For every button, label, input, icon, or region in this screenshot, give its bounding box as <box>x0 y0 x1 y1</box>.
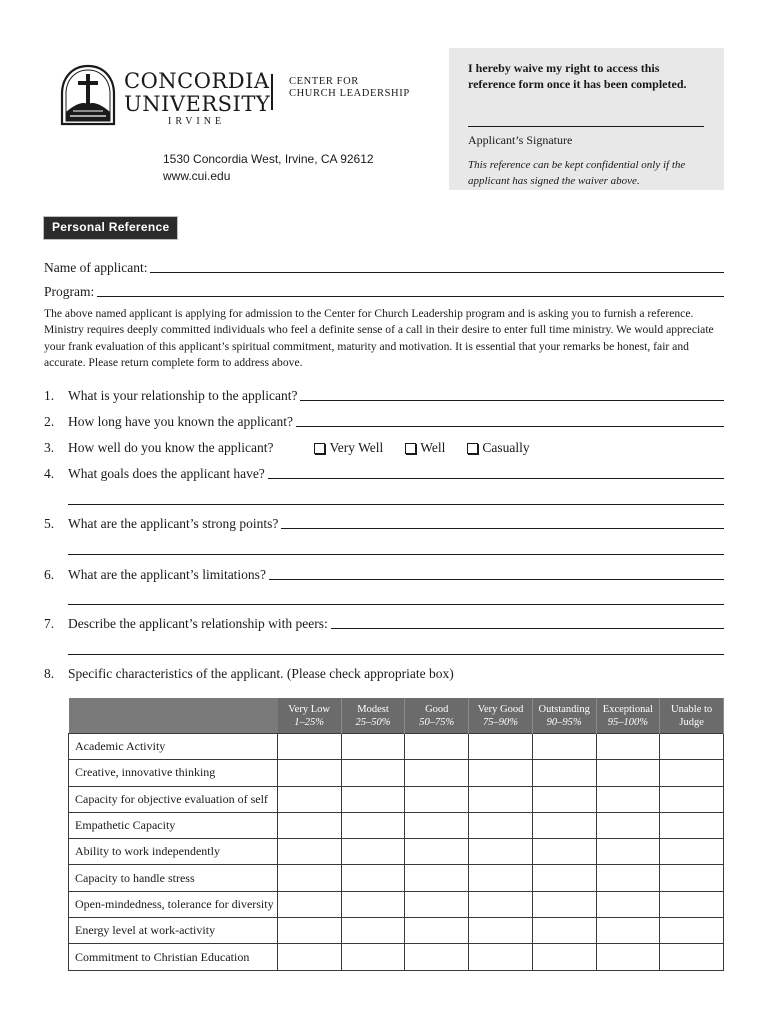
rating-cell[interactable] <box>596 760 660 786</box>
program-input-line[interactable] <box>97 284 724 297</box>
question-number: 6. <box>44 567 55 582</box>
option-label: Well <box>420 440 446 455</box>
rating-cell[interactable] <box>532 918 596 944</box>
rating-cell[interactable] <box>405 918 469 944</box>
signature-line[interactable] <box>468 126 704 127</box>
address-block <box>163 151 374 185</box>
question-7 <box>44 616 724 632</box>
question-text: What is your relationship to the applicant? <box>68 388 298 403</box>
rating-cell[interactable] <box>532 891 596 917</box>
rating-cell[interactable] <box>278 891 342 917</box>
signature-label: Applicant’s Signature <box>468 133 573 147</box>
answer-line-continued[interactable] <box>68 603 724 605</box>
question-text: What are the applicant’s limitations? <box>68 567 266 582</box>
table-row <box>69 944 724 970</box>
university-line1: CONCORDIA <box>124 69 270 93</box>
rating-cell[interactable] <box>596 891 660 917</box>
rating-cell[interactable] <box>532 944 596 970</box>
name-label: Name of applicant: <box>44 260 148 275</box>
rating-cell[interactable] <box>405 786 469 812</box>
rating-cell[interactable] <box>469 918 533 944</box>
rating-cell[interactable] <box>469 786 533 812</box>
row-label: Academic Activity <box>69 734 278 760</box>
rating-cell[interactable] <box>469 734 533 760</box>
question-2 <box>44 414 724 430</box>
checkbox-icon[interactable] <box>467 443 478 454</box>
option-very-well[interactable] <box>314 440 383 456</box>
answer-line[interactable] <box>269 567 724 580</box>
rating-cell[interactable] <box>532 786 596 812</box>
answer-line-continued[interactable] <box>68 503 724 505</box>
rating-cell[interactable] <box>278 760 342 786</box>
table-header-row <box>69 698 724 734</box>
column-header: Unable to Judge <box>660 698 724 734</box>
answer-line[interactable] <box>300 388 724 401</box>
rating-cell[interactable] <box>341 891 405 917</box>
section-tag: Personal Reference <box>44 217 177 239</box>
rating-cell[interactable] <box>278 839 342 865</box>
column-header: Good 50–75% <box>405 698 469 734</box>
rating-cell[interactable] <box>469 812 533 838</box>
rating-cell[interactable] <box>660 786 724 812</box>
rating-cell[interactable] <box>278 812 342 838</box>
row-label: Creative, innovative thinking <box>69 760 278 786</box>
rating-cell[interactable] <box>341 734 405 760</box>
rating-cell[interactable] <box>405 944 469 970</box>
name-field <box>44 260 724 276</box>
rating-cell[interactable] <box>341 944 405 970</box>
rating-cell[interactable] <box>405 734 469 760</box>
rating-cell[interactable] <box>596 812 660 838</box>
rating-cell[interactable] <box>532 760 596 786</box>
rating-cell[interactable] <box>532 734 596 760</box>
row-label: Ability to work independently <box>69 839 278 865</box>
table-row <box>69 734 724 760</box>
table-row <box>69 786 724 812</box>
rating-cell[interactable] <box>405 891 469 917</box>
question-number: 8. <box>44 666 55 681</box>
answer-line[interactable] <box>331 616 724 629</box>
rating-cell[interactable] <box>596 918 660 944</box>
rating-cell[interactable] <box>660 865 724 891</box>
website-link[interactable]: www.cui.edu <box>163 169 231 183</box>
question-number: 2. <box>44 414 55 429</box>
rating-cell[interactable] <box>660 944 724 970</box>
center-name <box>289 76 410 100</box>
rating-cell[interactable] <box>278 734 342 760</box>
question-text: What are the applicant’s strong points? <box>68 516 279 531</box>
ratings-table <box>68 698 724 971</box>
rating-cell[interactable] <box>278 865 342 891</box>
table-row <box>69 891 724 917</box>
rating-cell[interactable] <box>660 812 724 838</box>
row-label: Open-mindedness, tolerance for diversity <box>69 891 278 917</box>
question-8 <box>44 666 724 682</box>
answer-line-continued[interactable] <box>68 553 724 555</box>
row-label: Commitment to Christian Education <box>69 944 278 970</box>
rating-cell[interactable] <box>341 812 405 838</box>
program-field <box>44 284 724 300</box>
question-4 <box>44 466 724 482</box>
rating-cell[interactable] <box>469 891 533 917</box>
question-3 <box>44 440 724 456</box>
rating-cell[interactable] <box>596 734 660 760</box>
option-label: Casually <box>482 440 530 455</box>
rating-cell[interactable] <box>405 865 469 891</box>
answer-line[interactable] <box>296 414 724 427</box>
rating-cell[interactable] <box>660 839 724 865</box>
university-name <box>124 70 270 116</box>
question-6 <box>44 567 724 583</box>
rating-cell[interactable] <box>469 839 533 865</box>
question-text: What goals does the applicant have? <box>68 466 265 481</box>
waiver-box <box>449 48 724 190</box>
center-line2: CHURCH LEADERSHIP <box>289 88 410 99</box>
rating-cell[interactable] <box>341 918 405 944</box>
column-header: Outstanding 90–95% <box>532 698 596 734</box>
table-row <box>69 918 724 944</box>
rating-cell[interactable] <box>596 944 660 970</box>
rating-cell[interactable] <box>341 786 405 812</box>
option-casually[interactable] <box>467 440 529 456</box>
row-label: Empathetic Capacity <box>69 812 278 838</box>
concordia-logo-icon <box>58 64 118 126</box>
question-text: How well do you know the applicant? <box>68 440 274 455</box>
table-row <box>69 760 724 786</box>
header-blank <box>69 698 278 734</box>
table-row <box>69 839 724 865</box>
rating-cell[interactable] <box>469 760 533 786</box>
option-label: Very Well <box>329 440 384 455</box>
question-number: 1. <box>44 388 55 403</box>
table-row <box>69 812 724 838</box>
rating-cell[interactable] <box>278 944 342 970</box>
question-number: 5. <box>44 516 55 531</box>
row-label: Energy level at work-activity <box>69 918 278 944</box>
question-number: 4. <box>44 466 55 481</box>
program-label: Program: <box>44 284 95 299</box>
checkbox-icon[interactable] <box>314 443 325 454</box>
intro-paragraph: The above named applicant is applying for admission to the Center for Church Leadership program and is asking you to furnish a reference. Ministry requires deeply committed individuals who feel a definite sense of a call in their desire to enter full time ministry. We would appreciate your frank evaluation of this applicant’s spiritual commitment, maturity and motivation. It is essential that your remarks be honest, fair and accurate. Please return complete form to address above. <box>44 307 714 369</box>
rating-cell[interactable] <box>660 891 724 917</box>
question-text: Specific characteristics of the applicant. (Please check appropriate box) <box>68 666 454 681</box>
rating-cell[interactable] <box>596 786 660 812</box>
row-label: Capacity to handle stress <box>69 865 278 891</box>
column-header: Very Good 75–90% <box>469 698 533 734</box>
question-5 <box>44 516 724 532</box>
rating-cell[interactable] <box>596 865 660 891</box>
rating-cell[interactable] <box>660 918 724 944</box>
question-number: 7. <box>44 616 55 631</box>
waiver-text: I hereby waive my right to access this reference form once it has been completed. <box>468 61 687 91</box>
answer-line[interactable] <box>268 466 724 479</box>
column-header: Modest 25–50% <box>341 698 405 734</box>
rating-cell[interactable] <box>278 918 342 944</box>
university-line2: UNIVERSITY <box>124 92 271 116</box>
rating-cell[interactable] <box>469 865 533 891</box>
rating-cell[interactable] <box>532 812 596 838</box>
name-input-line[interactable] <box>150 260 724 273</box>
column-header: Very Low 1–25% <box>278 698 342 734</box>
rating-cell[interactable] <box>532 865 596 891</box>
question-text: How long have you known the applicant? <box>68 414 293 429</box>
rating-cell[interactable] <box>405 812 469 838</box>
center-line1: CENTER FOR <box>289 76 359 87</box>
rating-cell[interactable] <box>532 839 596 865</box>
rating-cell[interactable] <box>341 760 405 786</box>
header-divider <box>271 74 273 110</box>
rating-cell[interactable] <box>660 760 724 786</box>
waiver-note: This reference can be kept confidential only if the applicant has signed the waiver above. <box>468 159 686 187</box>
option-well[interactable] <box>405 440 445 456</box>
question-text: Describe the applicant’s relationship with peers: <box>68 616 328 631</box>
rating-cell[interactable] <box>278 786 342 812</box>
rating-cell[interactable] <box>341 839 405 865</box>
rating-cell[interactable] <box>405 760 469 786</box>
row-label: Capacity for objective evaluation of self <box>69 786 278 812</box>
answer-line[interactable] <box>281 516 724 529</box>
rating-cell[interactable] <box>469 944 533 970</box>
checkbox-icon[interactable] <box>405 443 416 454</box>
rating-cell[interactable] <box>596 839 660 865</box>
column-header: Exceptional 95–100% <box>596 698 660 734</box>
table-row <box>69 865 724 891</box>
question-number: 3. <box>44 440 55 455</box>
question-1 <box>44 388 724 404</box>
rating-cell[interactable] <box>341 865 405 891</box>
rating-cell[interactable] <box>660 734 724 760</box>
address: 1530 Concordia West, Irvine, CA 92612 <box>163 152 374 166</box>
rating-cell[interactable] <box>405 839 469 865</box>
university-sub: IRVINE <box>168 116 226 127</box>
answer-line-continued[interactable] <box>68 653 724 655</box>
